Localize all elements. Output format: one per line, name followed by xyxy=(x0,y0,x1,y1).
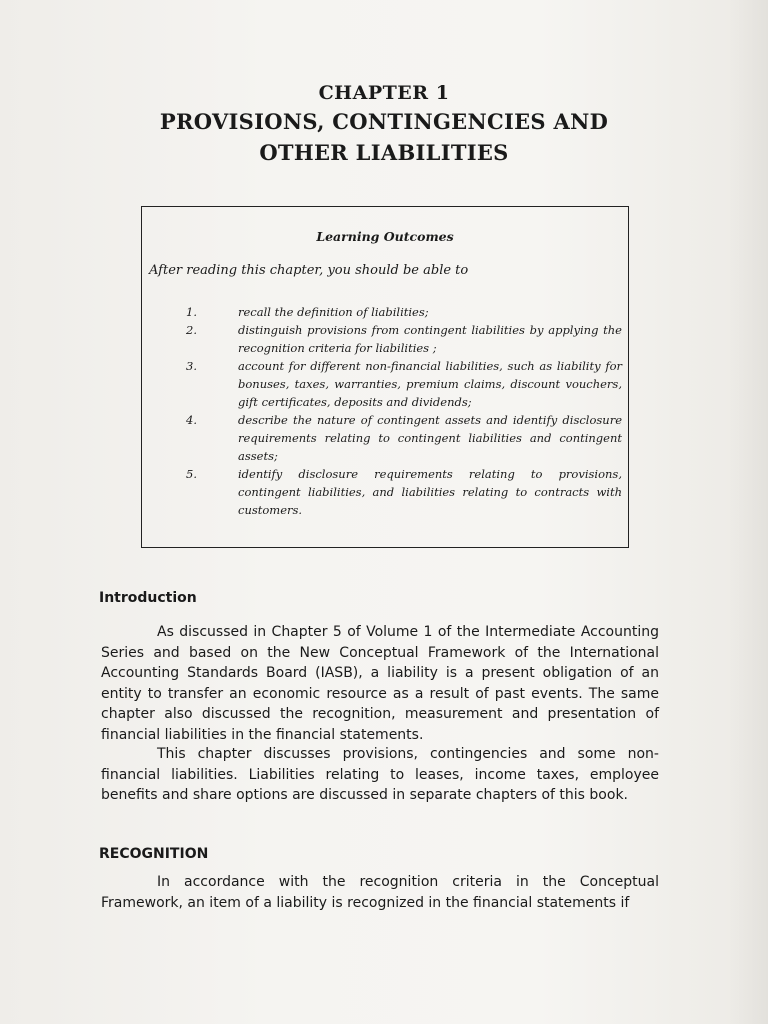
learning-outcome-number: 1. xyxy=(186,305,197,319)
chapter-title-line-2: OTHER LIABILITIES xyxy=(259,140,509,165)
recognition-paragraph-1: In accordance with the recognition criteria in the Conceptual Framework, an item of a liability is recognized in the financial statements if xyxy=(101,874,659,911)
learning-outcome-item xyxy=(142,303,628,321)
introduction-paragraph-2: This chapter discusses provisions, contingencies and some non-financial liabilities. Liabilities relating to leases, income taxes, employee benefits and share options are discussed in separate chapters of this book. xyxy=(101,746,659,803)
learning-outcome-number: 5. xyxy=(186,467,197,481)
learning-outcome-item xyxy=(142,465,628,519)
chapter-title-line-1: PROVISIONS, CONTINGENCIES AND xyxy=(159,109,609,134)
learning-outcome-number: 2. xyxy=(186,323,197,337)
learning-outcome-item xyxy=(142,357,628,411)
learning-outcome-text: describe the nature of contingent assets and identify disclosure requirements relating to contingent liabilities and contingent assets; xyxy=(238,413,622,463)
learning-outcome-number: 4. xyxy=(186,413,197,427)
learning-outcome-text: identify disclosure requirements relating to provisions, contingent liabilities, and liabilities relating to contracts with customers. xyxy=(238,467,622,517)
learning-outcomes-box xyxy=(141,206,629,548)
chapter-label: CHAPTER 1 xyxy=(318,82,450,104)
introduction-heading: Introduction xyxy=(99,590,197,606)
learning-outcome-item xyxy=(142,411,628,465)
learning-outcomes-list xyxy=(142,303,628,519)
introduction-paragraph-1: As discussed in Chapter 5 of Volume 1 of the Intermediate Accounting Series and based on the New Conceptual Framework of the International Accounting Standards Board (IASB), a liability is a present obligation of an entity to transfer an economic resource as a result of past events. The same chapter also discussed the recognition, measurement and presentation of financial liabilities in the financial statements. xyxy=(101,624,659,743)
chapter-title xyxy=(0,106,768,168)
learning-outcome-text: recall the definition of liabilities; xyxy=(238,305,429,319)
recognition-heading: RECOGNITION xyxy=(99,846,209,862)
learning-outcome-item xyxy=(142,321,628,357)
learning-outcomes-heading: Learning Outcomes xyxy=(316,229,454,244)
learning-outcome-text: account for different non-financial liabilities, such as liability for bonuses, taxes, warranties, premium claims, discount vouchers, gift certificates, deposits and dividends; xyxy=(238,359,622,409)
learning-outcome-number: 3. xyxy=(186,359,197,373)
learning-outcomes-intro: After reading this chapter, you should be able to xyxy=(149,263,469,278)
learning-outcome-text: distinguish provisions from contingent liabilities by applying the recognition criteria for liabilities ; xyxy=(238,323,622,355)
